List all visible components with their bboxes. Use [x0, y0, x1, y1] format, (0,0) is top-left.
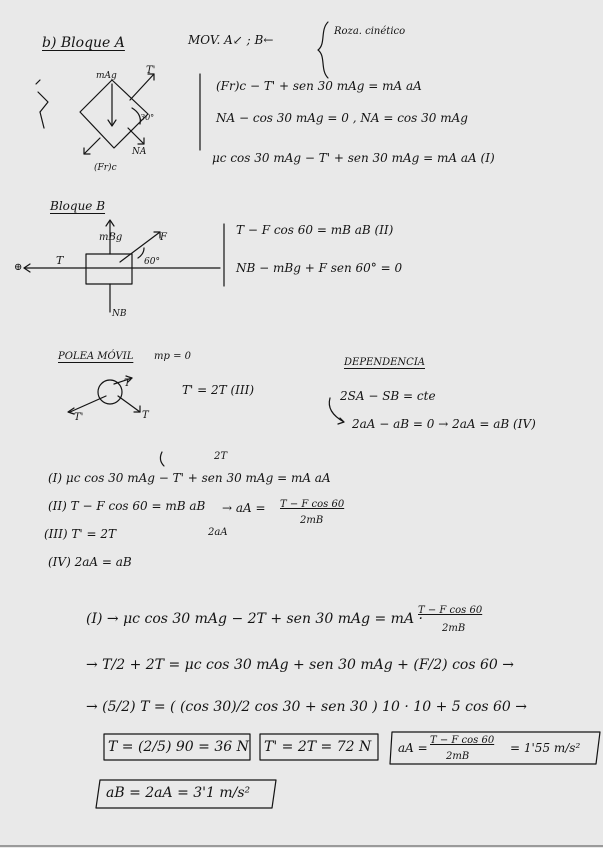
label-mbg: mBg [99, 232, 123, 243]
svg-text:T: T [124, 378, 131, 389]
sys-eq-I: (I) μc cos 30 mAg − T' + sen 30 mAg = mA aA [48, 471, 331, 485]
annot-2aa: 2aA [208, 527, 228, 538]
label-na: NA [132, 147, 147, 157]
sol-line-1-den: 2mB [442, 623, 466, 634]
eq-dep-2: 2aA − aB = 0 → 2aA = aB (IV) [352, 417, 536, 431]
label-t-b: T [56, 254, 64, 267]
label-nb: NB [112, 309, 127, 319]
label-tprime: T' [146, 65, 156, 76]
result-t: T = (2/5) 90 = 36 N [108, 739, 249, 755]
section-title-dependencia: DEPENDENCIA [344, 357, 425, 368]
sys-eq-IV: (IV) 2aA = aB [48, 555, 132, 569]
result-aa-num: T − F cos 60 [430, 735, 495, 746]
eq-a-3: μc cos 30 mAg − T' + sen 30 mAg = mA aA (I) [212, 151, 495, 165]
eq-b-2: NB − mBg + F sen 60° = 0 [236, 261, 403, 275]
label-f: F [160, 232, 167, 243]
label-mag: mAg [96, 71, 117, 81]
result-tprime: T' = 2T = 72 N [264, 739, 372, 755]
svg-text:30°: 30° [140, 113, 155, 122]
eq-polea: T' = 2T (III) [182, 383, 255, 397]
motion-note: MOV. A↙ ; B← [188, 33, 274, 47]
sys-frac-num: T − F cos 60 [280, 499, 345, 510]
eq-a-1: (Fr)c − T' + sen 30 mAg = mA aA [216, 79, 422, 93]
sys-eq-II-arrow: → aA = [222, 501, 266, 515]
svg-text:T: T [142, 410, 149, 421]
label-friction: (Fr)c [94, 163, 117, 173]
sol-line-1-num: T − F cos 60 [418, 605, 483, 616]
reference-note: Roza. cinético [334, 26, 406, 37]
annot-2t: 2T [214, 451, 228, 462]
result-aa-den: 2mB [446, 751, 470, 762]
eq-b-1: T − F cos 60 = mB aB (II) [236, 223, 394, 237]
sol-line-3: → (5/2) T = ( (cos 30)/2 cos 30 + sen 30 ) 10 · 10 + 5 cos 60 → [86, 699, 528, 715]
sys-frac-den: 2mB [300, 515, 324, 526]
section-title-polea: POLEA MÓVIL [58, 351, 134, 362]
sys-eq-III: (III) T' = 2T [44, 527, 117, 541]
result-ab: aB = 2aA = 3'1 m/s² [106, 785, 251, 801]
section-title-bloque-a: b) Bloque A [42, 35, 125, 51]
sys-eq-II: (II) T − F cos 60 = mB aB [48, 499, 206, 513]
sol-line-2: → T/2 + 2T = μc cos 30 mAg + sen 30 mAg + (F/2) cos 60 → [86, 657, 514, 673]
polea-mass-note: mp = 0 [154, 351, 191, 362]
section-title-bloque-b: Bloque B [50, 199, 106, 213]
sol-line-1: (I) → μc cos 30 mAg − 2T + sen 30 mAg = mA · [86, 611, 423, 627]
eq-dep-1: 2SA − SB = cte [340, 389, 436, 403]
svg-text:T': T' [74, 412, 84, 423]
label-60: 60° [144, 257, 160, 267]
result-aa-value: = 1'55 m/s² [510, 741, 581, 755]
svg-text:⊕: ⊕ [14, 262, 23, 273]
eq-a-2: NA − cos 30 mAg = 0 , NA = cos 30 mAg [216, 111, 468, 125]
result-aa-label: aA = [398, 741, 428, 755]
